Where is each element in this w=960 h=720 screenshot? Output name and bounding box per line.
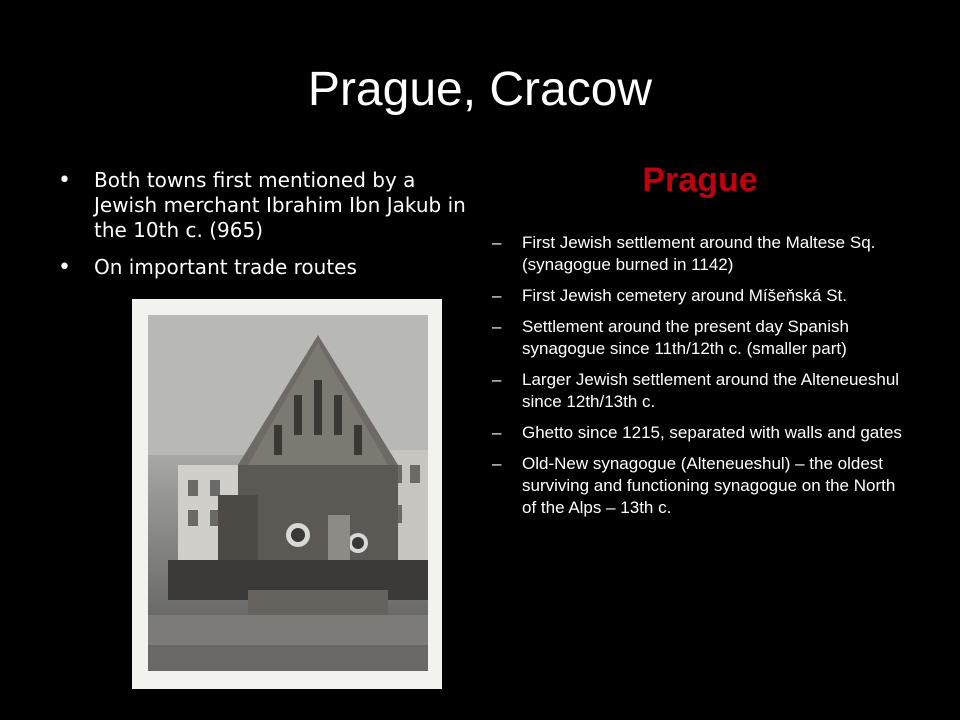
item-text: Settlement around the present day Spanish synagogue since 11th/12th c. (smaller part) xyxy=(522,317,849,358)
list-item xyxy=(58,255,468,280)
synagogue-illustration xyxy=(148,315,428,671)
bullet-text: On important trade routes xyxy=(94,255,357,279)
dash-icon: – xyxy=(492,286,502,305)
dash-icon: – xyxy=(492,454,502,473)
dash-icon: – xyxy=(492,423,502,442)
left-bullet-list xyxy=(58,168,468,292)
synagogue-photo xyxy=(148,315,428,671)
bullet-icon: • xyxy=(58,168,71,193)
list-item xyxy=(492,422,912,444)
item-text: Ghetto since 1215, separated with walls and gates xyxy=(522,423,902,442)
dash-icon: – xyxy=(492,317,502,336)
bullet-icon: • xyxy=(58,255,71,280)
item-text: Larger Jewish settlement around the Alteneueshul since 12th/13th c. xyxy=(522,370,900,411)
right-dash-list xyxy=(492,232,912,528)
item-text: Old-New synagogue (Alteneueshul) – the oldest surviving and functioning synagogue on the North of the Alps – 13th c. xyxy=(522,454,896,517)
item-text: First Jewish settlement around the Maltese Sq. (synagogue burned in 1142) xyxy=(522,233,876,274)
bullet-text: Both towns first mentioned by a Jewish merchant Ibrahim Ibn Jakub in the 10th c. (965) xyxy=(94,168,466,242)
list-item xyxy=(492,232,912,276)
list-item xyxy=(492,316,912,360)
section-heading: Prague xyxy=(642,161,758,199)
dash-icon: – xyxy=(492,370,502,389)
list-item xyxy=(492,369,912,413)
synagogue-photo-frame xyxy=(132,299,442,689)
dash-icon: – xyxy=(492,233,502,252)
list-item xyxy=(492,453,912,519)
list-item xyxy=(58,168,468,243)
list-item xyxy=(492,285,912,307)
item-text: First Jewish cemetery around Míšeňská St. xyxy=(522,286,848,305)
slide-title: Prague, Cracow xyxy=(307,63,653,116)
